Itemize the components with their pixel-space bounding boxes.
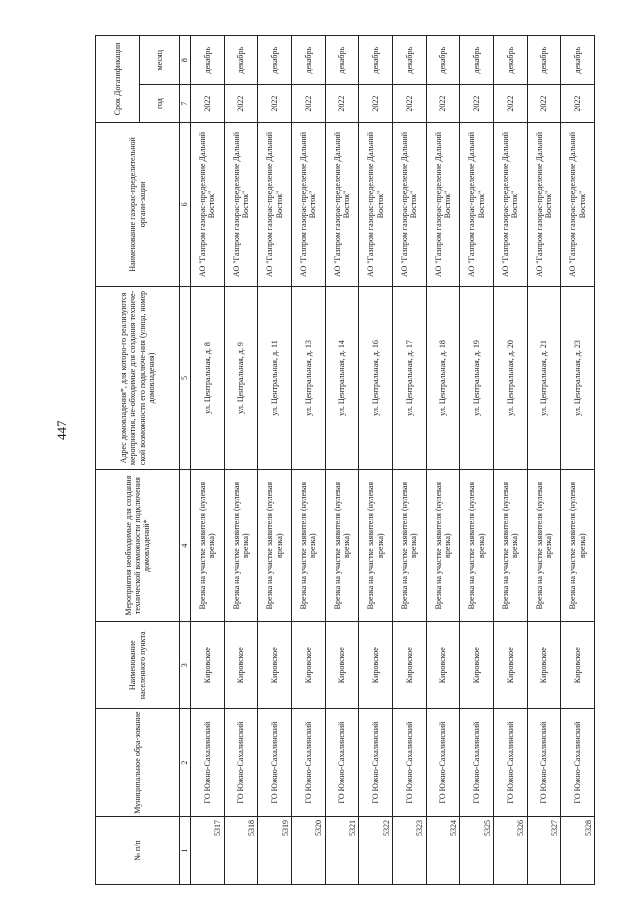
month-cell: декабрь xyxy=(224,36,258,85)
year-cell: 2022 xyxy=(392,85,426,123)
operator-cell: АО "Газпром газорас-пределение Дальний Восток" xyxy=(291,122,325,286)
operator-cell: АО "Газпром газорас-пределение Дальний Восток" xyxy=(325,122,359,286)
settlement-cell: Кировское xyxy=(561,622,595,709)
row-number: 5318 xyxy=(224,817,258,885)
row-number: 5321 xyxy=(325,817,359,885)
header-address: Адрес домовладения*, для которо-го реализуются мероприятия, не-обходимые для создания техниче-ской возможности его подключе-ния (улица, номер домовладения) xyxy=(96,287,180,470)
operator-cell: АО "Газпром газорас-пределение Дальний Восток" xyxy=(561,122,595,286)
municipality-cell: ГО Южно-Сахалинский xyxy=(392,709,426,817)
table-row xyxy=(191,36,225,885)
header-month: месяц xyxy=(140,36,180,85)
column-number: 2 xyxy=(180,709,191,817)
row-number: 5323 xyxy=(392,817,426,885)
table-row xyxy=(224,36,258,885)
table-row xyxy=(527,36,561,885)
municipality-cell: ГО Южно-Сахалинский xyxy=(460,709,494,817)
column-number: 3 xyxy=(180,622,191,709)
address-cell: ул. Центральная, д. 13 xyxy=(291,287,325,470)
operator-cell: АО "Газпром газорас-пределение Дальний Восток" xyxy=(224,122,258,286)
address-cell: ул. Центральная, д. 20 xyxy=(493,287,527,470)
settlement-cell: Кировское xyxy=(359,622,393,709)
measures-cell: Врезка на участке заявителя (нулевая врезка) xyxy=(561,469,595,621)
header-settlement: Наименование населенного пункта xyxy=(96,622,180,709)
municipality-cell: ГО Южно-Сахалинский xyxy=(359,709,393,817)
settlement-cell: Кировское xyxy=(224,622,258,709)
column-number: 5 xyxy=(180,287,191,470)
month-cell: декабрь xyxy=(258,36,292,85)
month-cell: декабрь xyxy=(493,36,527,85)
settlement-cell: Кировское xyxy=(493,622,527,709)
column-number: 6 xyxy=(180,122,191,286)
address-cell: ул. Центральная, д. 14 xyxy=(325,287,359,470)
rotated-table-container xyxy=(95,35,595,885)
measures-cell: Врезка на участке заявителя (нулевая врезка) xyxy=(224,469,258,621)
municipality-cell: ГО Южно-Сахалинский xyxy=(291,709,325,817)
municipality-cell: ГО Южно-Сахалинский xyxy=(258,709,292,817)
operator-cell: АО "Газпром газорас-пределение Дальний Восток" xyxy=(191,122,225,286)
settlement-cell: Кировское xyxy=(258,622,292,709)
table-row xyxy=(460,36,494,885)
row-number: 5327 xyxy=(527,817,561,885)
address-cell: ул. Центральная, д. 9 xyxy=(224,287,258,470)
municipality-cell: ГО Южно-Сахалинский xyxy=(224,709,258,817)
operator-cell: АО "Газпром газорас-пределение Дальний Восток" xyxy=(460,122,494,286)
year-cell: 2022 xyxy=(527,85,561,123)
month-cell: декабрь xyxy=(426,36,460,85)
table-row xyxy=(258,36,292,885)
operator-cell: АО "Газпром газорас-пределение Дальний Восток" xyxy=(493,122,527,286)
municipality-cell: ГО Южно-Сахалинский xyxy=(191,709,225,817)
header-num: № п/п xyxy=(96,817,180,885)
month-cell: декабрь xyxy=(325,36,359,85)
year-cell: 2022 xyxy=(493,85,527,123)
header-measures: Мероприятия необходимые для создания технической возможности подключения домовладений* xyxy=(96,469,180,621)
operator-cell: АО "Газпром газорас-пределение Дальний Восток" xyxy=(426,122,460,286)
year-cell: 2022 xyxy=(426,85,460,123)
row-number: 5317 xyxy=(191,817,225,885)
month-cell: декабрь xyxy=(392,36,426,85)
operator-cell: АО "Газпром газорас-пределение Дальний Восток" xyxy=(258,122,292,286)
address-cell: ул. Центральная, д. 16 xyxy=(359,287,393,470)
municipality-cell: ГО Южно-Сахалинский xyxy=(493,709,527,817)
year-cell: 2022 xyxy=(561,85,595,123)
measures-cell: Врезка на участке заявителя (нулевая врезка) xyxy=(191,469,225,621)
year-cell: 2022 xyxy=(359,85,393,123)
gasification-table xyxy=(95,35,595,885)
table-row xyxy=(359,36,393,885)
settlement-cell: Кировское xyxy=(527,622,561,709)
address-cell: ул. Центральная, д. 17 xyxy=(392,287,426,470)
table-row xyxy=(392,36,426,885)
month-cell: декабрь xyxy=(460,36,494,85)
operator-cell: АО "Газпром газорас-пределение Дальний Восток" xyxy=(359,122,393,286)
year-cell: 2022 xyxy=(224,85,258,123)
measures-cell: Врезка на участке заявителя (нулевая врезка) xyxy=(527,469,561,621)
row-number: 5324 xyxy=(426,817,460,885)
municipality-cell: ГО Южно-Сахалинский xyxy=(527,709,561,817)
measures-cell: Врезка на участке заявителя (нулевая врезка) xyxy=(426,469,460,621)
municipality-cell: ГО Южно-Сахалинский xyxy=(325,709,359,817)
column-number: 4 xyxy=(180,469,191,621)
column-number: 7 xyxy=(180,85,191,123)
row-number: 5325 xyxy=(460,817,494,885)
settlement-cell: Кировское xyxy=(291,622,325,709)
measures-cell: Врезка на участке заявителя (нулевая врезка) xyxy=(325,469,359,621)
table-row xyxy=(426,36,460,885)
settlement-cell: Кировское xyxy=(426,622,460,709)
address-cell: ул. Центральная, д. 21 xyxy=(527,287,561,470)
operator-cell: АО "Газпром газорас-пределение Дальний Восток" xyxy=(392,122,426,286)
table-row xyxy=(325,36,359,885)
address-cell: ул. Центральная, д. 23 xyxy=(561,287,595,470)
month-cell: декабрь xyxy=(359,36,393,85)
settlement-cell: Кировское xyxy=(191,622,225,709)
operator-cell: АО "Газпром газорас-пределение Дальний Восток" xyxy=(527,122,561,286)
month-cell: декабрь xyxy=(527,36,561,85)
row-number: 5320 xyxy=(291,817,325,885)
municipality-cell: ГО Южно-Сахалинский xyxy=(426,709,460,817)
month-cell: декабрь xyxy=(291,36,325,85)
year-cell: 2022 xyxy=(460,85,494,123)
header-operator: Наименование газорас-пределительной органи-зации xyxy=(96,122,180,286)
year-cell: 2022 xyxy=(191,85,225,123)
row-number: 5326 xyxy=(493,817,527,885)
row-number: 5328 xyxy=(561,817,595,885)
month-cell: декабрь xyxy=(561,36,595,85)
measures-cell: Врезка на участке заявителя (нулевая врезка) xyxy=(359,469,393,621)
municipality-cell: ГО Южно-Сахалинский xyxy=(561,709,595,817)
table-row xyxy=(493,36,527,885)
address-cell: ул. Центральная, д. 18 xyxy=(426,287,460,470)
year-cell: 2022 xyxy=(325,85,359,123)
header-deadline: Срок Догазификации xyxy=(96,36,140,123)
measures-cell: Врезка на участке заявителя (нулевая врезка) xyxy=(258,469,292,621)
settlement-cell: Кировское xyxy=(325,622,359,709)
header-year: год xyxy=(140,85,180,123)
table-row xyxy=(561,36,595,885)
address-cell: ул. Центральная, д. 19 xyxy=(460,287,494,470)
settlement-cell: Кировское xyxy=(460,622,494,709)
settlement-cell: Кировское xyxy=(392,622,426,709)
month-cell: декабрь xyxy=(191,36,225,85)
header-municipality: Муниципальное обра-зование xyxy=(96,709,180,817)
measures-cell: Врезка на участке заявителя (нулевая врезка) xyxy=(392,469,426,621)
row-number: 5322 xyxy=(359,817,393,885)
address-cell: ул. Центральная, д. 11 xyxy=(258,287,292,470)
page-number: 447 xyxy=(54,420,69,440)
measures-cell: Врезка на участке заявителя (нулевая врезка) xyxy=(460,469,494,621)
measures-cell: Врезка на участке заявителя (нулевая врезка) xyxy=(291,469,325,621)
year-cell: 2022 xyxy=(258,85,292,123)
row-number: 5319 xyxy=(258,817,292,885)
column-number: 8 xyxy=(180,36,191,85)
year-cell: 2022 xyxy=(291,85,325,123)
measures-cell: Врезка на участке заявителя (нулевая врезка) xyxy=(493,469,527,621)
address-cell: ул. Центральная, д. 8 xyxy=(191,287,225,470)
table-row xyxy=(291,36,325,885)
column-number: 1 xyxy=(180,817,191,885)
